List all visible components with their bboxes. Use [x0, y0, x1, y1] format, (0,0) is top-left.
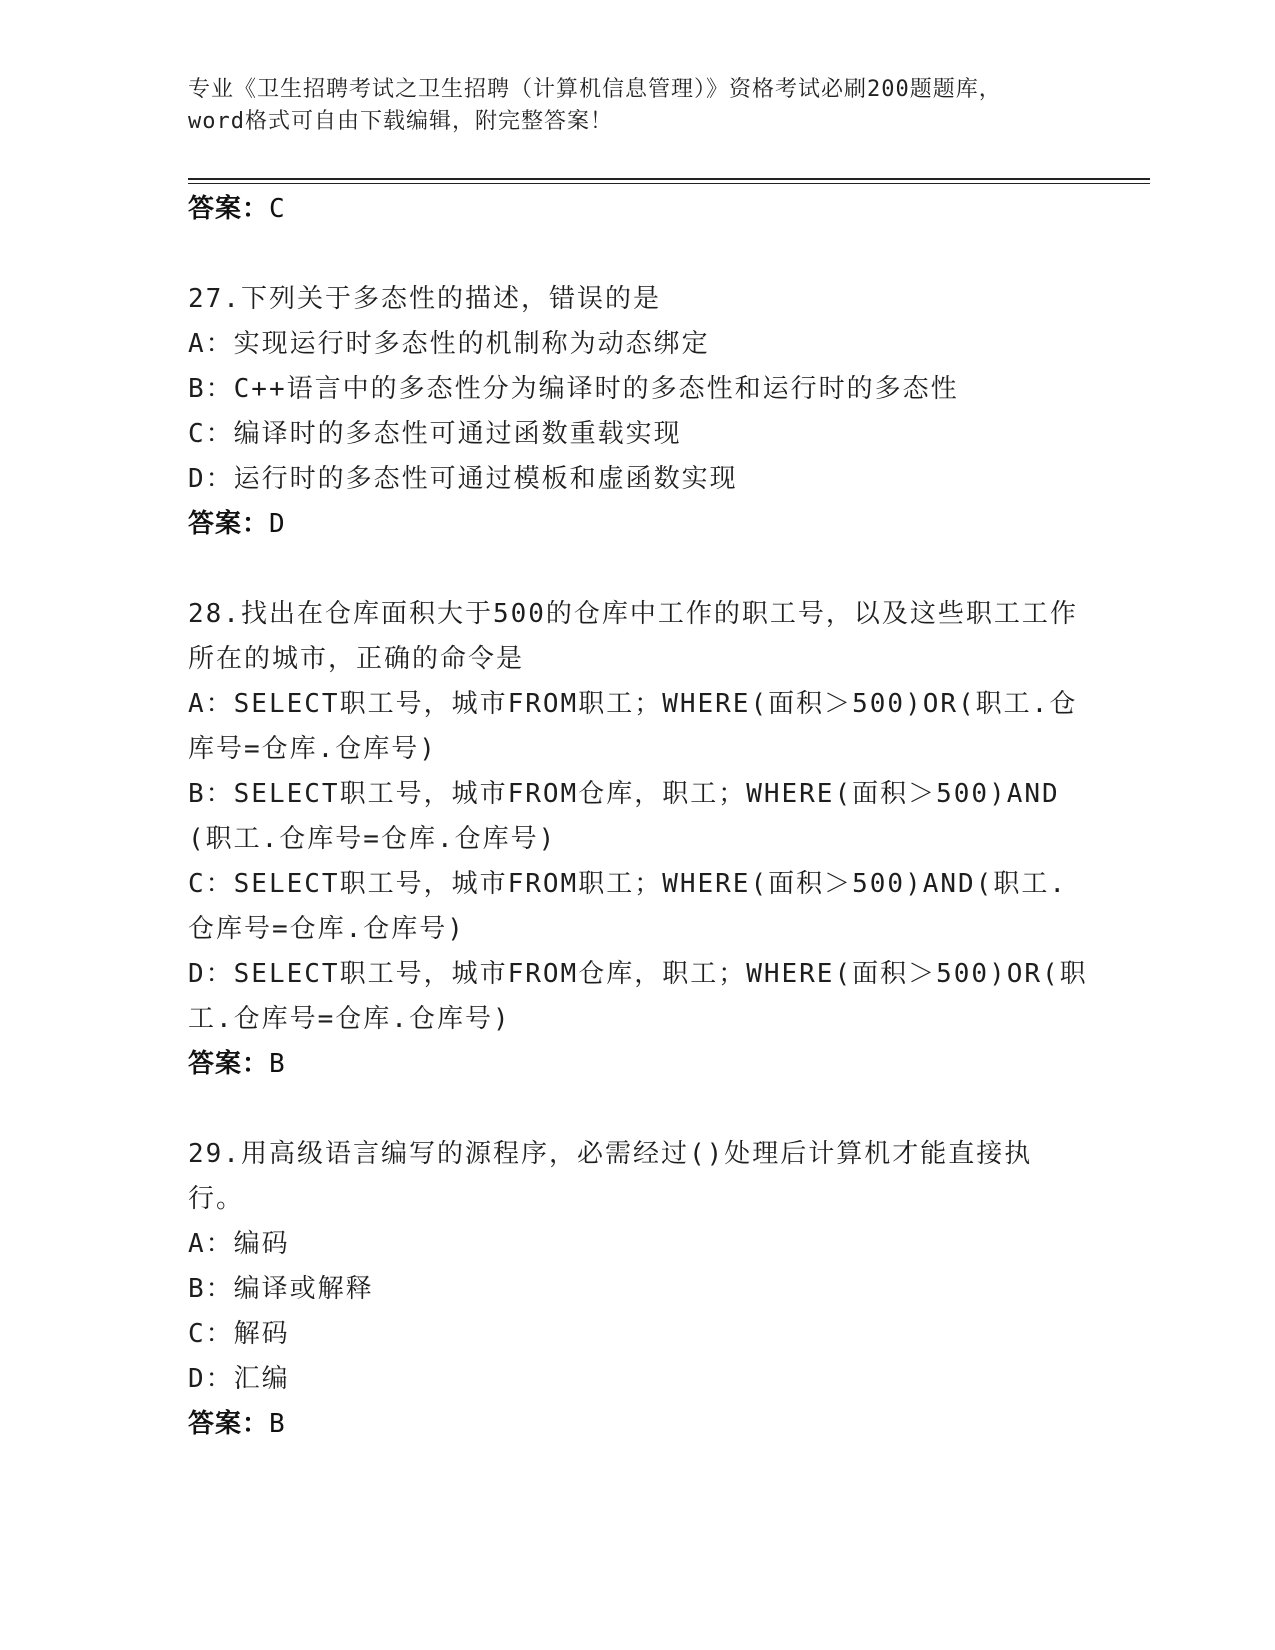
answer-label: 答案：: [188, 1049, 270, 1079]
option-letter: B：: [188, 1274, 234, 1304]
answer-value: B: [269, 1409, 286, 1439]
option-text: SELECT职工号，城市FROM职工；WHERE(面积＞500)OR(职工.仓库号=仓库.仓库号): [188, 689, 1078, 764]
header-divider-thin: [188, 183, 1150, 184]
answer-value: C: [269, 194, 286, 224]
option-d: [188, 952, 1088, 1042]
answer-line: [188, 1042, 1088, 1087]
option-text: 实现运行时多态性的机制称为动态绑定: [233, 329, 710, 359]
option-a: [188, 682, 1088, 772]
option-c: [188, 862, 1088, 952]
option-c: [188, 1312, 1088, 1357]
answer-value: D: [269, 509, 286, 539]
option-a: [188, 1222, 1088, 1267]
question-29: [188, 1132, 1088, 1447]
option-b: [188, 772, 1088, 862]
option-letter: B：: [188, 779, 234, 809]
question-text: 28.找出在仓库面积大于500的仓库中工作的职工号，以及这些职工工作所在的城市，正确的命令是: [188, 599, 1078, 674]
option-d: [188, 457, 1088, 502]
option-b: [188, 367, 1088, 412]
answer-label: 答案：: [188, 509, 270, 539]
question-27: [188, 277, 1088, 547]
option-letter: D：: [188, 464, 234, 494]
option-text: 编码: [233, 1229, 290, 1259]
answer-line: [188, 1402, 1088, 1447]
answer-line: [188, 187, 1088, 232]
answer-line: [188, 502, 1088, 547]
question-text: 29.用高级语言编写的源程序，必需经过()处理后计算机才能直接执行。: [188, 1139, 1033, 1214]
option-a: [188, 322, 1088, 367]
answer-value: B: [269, 1049, 286, 1079]
option-letter: D：: [188, 959, 234, 989]
option-letter: B：: [188, 374, 234, 404]
document-header: [188, 74, 1088, 138]
question-spacer: [188, 547, 1088, 592]
option-text: 编译或解释: [233, 1274, 374, 1304]
question-spacer: [188, 1087, 1088, 1132]
option-text: C++语言中的多态性分为编译时的多态性和运行时的多态性: [233, 374, 959, 404]
option-letter: C：: [188, 869, 234, 899]
option-b: [188, 1267, 1088, 1312]
option-letter: C：: [188, 419, 234, 449]
option-letter: D：: [188, 1364, 234, 1394]
option-letter: A：: [188, 329, 234, 359]
option-text: SELECT职工号，城市FROM仓库，职工；WHERE(面积＞500)AND(职工.仓库号=仓库.仓库号): [188, 779, 1060, 854]
header-divider-thick: [188, 178, 1150, 180]
option-text: SELECT职工号，城市FROM仓库，职工；WHERE(面积＞500)OR(职工.仓库号=仓库.仓库号): [188, 959, 1088, 1034]
question-list: [188, 187, 1088, 1447]
question-text: 27.下列关于多态性的描述，错误的是: [188, 284, 661, 314]
option-text: SELECT职工号，城市FROM职工；WHERE(面积＞500)AND(职工.仓库号=仓库.仓库号): [188, 869, 1067, 944]
option-text: 解码: [233, 1319, 290, 1349]
header-line-1: 专业《卫生招聘考试之卫生招聘（计算机信息管理）》资格考试必刷200题题库，: [188, 77, 1002, 102]
option-text: 汇编: [233, 1364, 290, 1394]
question-spacer: [188, 232, 1088, 277]
option-d: [188, 1357, 1088, 1402]
question-28: [188, 592, 1088, 1087]
option-letter: A：: [188, 1229, 234, 1259]
option-letter: A：: [188, 689, 234, 719]
option-c: [188, 412, 1088, 457]
option-text: 编译时的多态性可通过函数重载实现: [233, 419, 682, 449]
header-line-2: word格式可自由下载编辑，附完整答案！: [188, 109, 613, 134]
answer-label: 答案：: [188, 1409, 270, 1439]
answer-label: 答案：: [188, 194, 270, 224]
option-text: 运行时的多态性可通过模板和虚函数实现: [233, 464, 738, 494]
option-letter: C：: [188, 1319, 234, 1349]
